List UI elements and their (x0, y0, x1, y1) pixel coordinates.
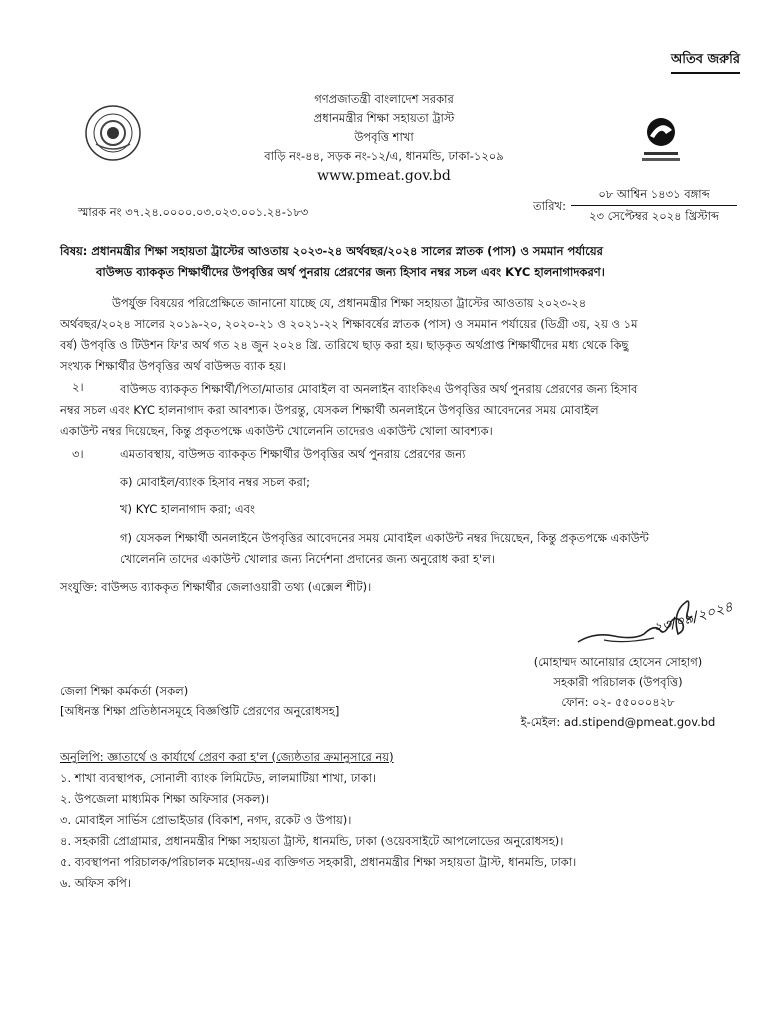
date-divider (571, 205, 737, 206)
signatory-phone: ফোন: ০২- ৫৫০০০৪২৮ (561, 695, 675, 709)
paragraph-3-item-a: ক) মোবাইল/ব্যাংক হিসাব নম্বর সচল করা; (120, 475, 311, 489)
paragraph-1-line: সংখ্যক শিক্ষার্থীর উপবৃত্তির অর্থ বাউন্সড ব্যাক হয়। (60, 359, 286, 373)
recipient-block (60, 681, 339, 721)
paragraph-1-line: উপর্যুক্ত বিষয়ের পরিপ্রেক্ষিতে জানানো যাচ্ছে যে, প্রধানমন্ত্রীর শিক্ষা সহায়তা ট্রাস্টের আওতায় ২০২৩-২৪ (112, 296, 587, 310)
copy-to-heading: অনুলিপি: জ্ঞাতার্থে ও কার্যার্থে প্রেরণ করা হ'ল (জ্যেষ্ঠতার ক্রমানুসারে নয়) (60, 750, 394, 764)
paragraph-2-number: ২। (72, 380, 84, 394)
paragraph-1 (60, 293, 720, 377)
signatory-block (505, 652, 731, 732)
letterhead-line-1: গণপ্রজাতন্ত্রী বাংলাদেশ সরকার (314, 92, 454, 106)
copy-to-item: ১. শাখা ব্যবস্থাপক, সোনালী ব্যাংক লিমিটেড, লালমাটিয়া শাখা, ঢাকা। (60, 771, 377, 785)
date-block (571, 186, 737, 225)
copy-to-block (60, 747, 576, 894)
signature-date: ২৩/০৯/২০২৪ (651, 598, 735, 638)
paragraph-2 (60, 379, 720, 442)
paragraph-1-line: বর্ষ) উপবৃত্তি ও টিউশন ফি'র অর্থ গত ২৪ জুন ২০২৪ খ্রি. তারিখে ছাড় করা হয়। ছাড়কৃত অর্থপ্রাপ্ত শিক্ষার্থীদের মধ্য থেকে কিছু (60, 338, 629, 352)
copy-to-item: ৪. সহকারী প্রোগ্রামার, প্রধানমন্ত্রীর শিক্ষা সহায়তা ট্রাস্ট, ধানমন্ডি, ঢাকা (ওয়েবসাইটে আপলোডের অনুরোধসহ)। (60, 834, 564, 848)
letterhead (0, 90, 768, 186)
memo-number: স্মারক নং ৩৭.২৪.০০০০.০৩.০২৩.০০১.২৪-১৮৩ (78, 205, 309, 219)
subject-label: বিষয়: (60, 244, 88, 258)
copy-to-item: ৩. মোবাইল সার্ভিস প্রোভাইডার (বিকাশ, নগদ, রকেট ও উপায়)। (60, 813, 352, 827)
paragraph-3-item-c-cont: খোলেননি তাদের একাউন্ট খোলার জন্য নির্দেশনা প্রদানের জন্য অনুরোধ করা হ'ল। (120, 552, 495, 566)
signatory-designation: সহকারী পরিচালক (উপবৃত্তি) (553, 675, 683, 689)
date-bangla: ০৮ আশ্বিন ১৪৩১ বঙ্গাব্দ (598, 187, 710, 201)
copy-to-item: ২. উপজেলা মাধ্যমিক শিক্ষা অফিসার (সকল)। (60, 792, 270, 806)
letterhead-website: www.pmeat.gov.bd (317, 168, 451, 184)
paragraph-3-intro: এমতাবস্থায়, বাউন্সড ব্যাককৃত শিক্ষার্থীর উপবৃত্তির অর্থ পুনরায় প্রেরণের জন্য (120, 447, 466, 461)
signatory-email: ই-মেইল: ad.stipend@pmeat.gov.bd (520, 715, 716, 729)
paragraph-3-item-c: গ) যেসকল শিক্ষার্থী অনলাইনে উপবৃত্তির আবেদনের সময় মোবাইল একাউন্ট নম্বর দিয়েছেন, কিন্তু প্রকৃতপক্ষে একাউন্ট (120, 531, 649, 545)
recipient-title: জেলা শিক্ষা কর্মকর্তা (সকল) (60, 684, 189, 698)
urgent-label (671, 50, 740, 71)
signatory-name: (মোহাম্মদ আনোয়ার হোসেন সোহাগ) (533, 655, 703, 669)
letterhead-line-3: উপবৃত্তি শাখা (354, 130, 414, 144)
subject-text-2: বাউন্সড ব্যাককৃত শিক্ষার্থীদের উপবৃত্তির অর্থ পুনরায় প্রেরণের জন্য হিসাব নম্বর সচল এবং KYC হালনাগাদকরণ। (96, 265, 605, 279)
date-english: ২৩ সেপ্টেম্বর ২০২৪ খ্রিস্টাব্দ (589, 209, 719, 223)
urgent-text: অতিব জরুরি (671, 52, 740, 67)
copy-to-item: ৬. অফিস কপি। (60, 876, 131, 890)
attachment-note: সংযুক্তি: বাউন্সড ব্যাককৃত শিক্ষার্থীর জেলাওয়ারী তথ্য (এক্সেল শীট)। (60, 580, 372, 594)
copy-to-item: ৫. ব্যবস্থাপনা পরিচালক/পরিচালক মহোদয়-এর ব্যক্তিগত সহকারী, প্রধানমন্ত্রীর শিক্ষা সহায়তা ট্রাস্ট, ধানমন্ডি, ঢাকা। (60, 855, 577, 869)
subject-text-1: প্রধানমন্ত্রীর শিক্ষা সহায়তা ট্রাস্টের আওতায় ২০২৩-২৪ অর্থবছর/২০২৪ সালের স্নাতক (পাস) ও সমমান পর্যায়ের (91, 244, 603, 258)
paragraph-2-line: একাউন্ট নম্বর দিয়েছেন, কিন্তু প্রকৃতপক্ষে একাউন্ট খোলেননি তাদেরও একাউন্ট খোলা আবশ্যক। (60, 424, 493, 438)
paragraph-2-line: বাউন্সড ব্যাককৃত শিক্ষার্থী/পিতা/মাতার মোবাইল বা অনলাইন ব্যাংকিংএ উপবৃত্তির অর্থ পুনরায় প্রেরণের জন্য হিসাব (120, 382, 638, 396)
paragraph-3-number: ৩। (72, 447, 84, 461)
paragraph-3-item-b: খ) KYC হালনাগাদ করা; এবং (120, 502, 255, 516)
letterhead-address: বাড়ি নং-৪৪, সড়ক নং-১২/এ, ধানমন্ডি, ঢাকা-১২০৯ (264, 149, 504, 163)
paragraph-1-line: অর্থবছর/২০২৪ সালের ২০১৯-২০, ২০২০-২১ ও ২০২১-২২ শিক্ষাবর্ষের স্নাতক (পাস) ও সমমান পর্যায়ের (ডিগ্রী ৩য়, ২য় ও ১ম (60, 317, 638, 331)
recipient-note: [অধিনস্ত শিক্ষা প্রতিষ্ঠানসমূহে বিজ্ঞপ্তিটি প্রেরণের অনুরোধসহ] (60, 704, 340, 718)
date-label: তারিখ: (533, 199, 567, 213)
subject-line-1 (60, 243, 720, 260)
urgent-underline (671, 72, 740, 74)
letterhead-line-2: প্রধানমন্ত্রীর শিক্ষা সহায়তা ট্রাস্ট (313, 111, 455, 125)
paragraph-2-line: নম্বর সচল এবং KYC হালনাগাদ করা আবশ্যক। উপরন্তু, যেসকল শিক্ষার্থী অনলাইনে উপবৃত্তির আবেদনের সময় মোবাইল (60, 403, 599, 417)
